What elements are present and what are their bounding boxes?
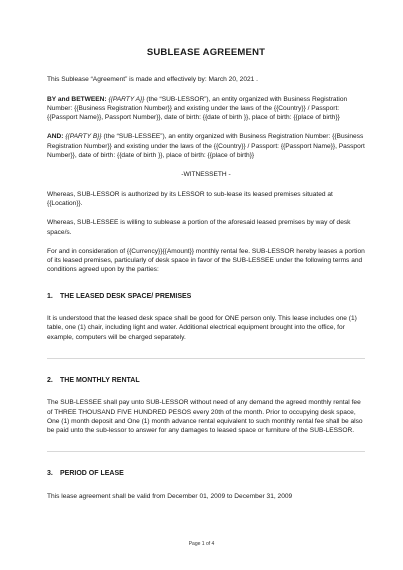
whereas-paragraph-1: Whereas, SUB-LESSOR is authorized by its LESSOR to sub-lease its leased premises situated at {{Location}}. <box>47 190 333 207</box>
section-3-body: This lease agreement shall be valid from December 01, 2009 to December 31, 2009 <box>47 492 293 500</box>
document-title: SUBLEASE AGREEMENT <box>146 47 266 58</box>
document-body <box>47 48 365 511</box>
section-3-number: 3. <box>47 470 53 478</box>
page-number: Page 1 of 4 <box>188 541 215 547</box>
intro-text: This Sublease “Agreement” is made and effectively by: <box>47 76 209 84</box>
section-2-body: The SUB-LESSEE shall pay unto SUB-LESSOR without need of any demand the agreed monthly rental fee of THREE THOUSAND FIVE HUNDRED PESOS every 20th of the month. Prior to occupying desk space, One (1) month deposit and One (1) month advance rental equivalent to such monthly rental fee shall be also be paid unto the sub-lessor to answer for any damages to leased space or furniture of the SUB-LESSOR. <box>47 399 363 435</box>
party-b-paragraph <box>47 132 365 160</box>
section-2-heading <box>47 376 365 385</box>
section-2-number: 2. <box>47 376 53 384</box>
party-a-placeholder: {{PARTY A}} <box>108 95 145 103</box>
section-1-title: THE LEASED DESK SPACE/ PREMISES <box>60 292 192 300</box>
party-b-label: AND: <box>47 133 64 141</box>
witnesseth-heading: -WITNESSETH - <box>181 171 231 179</box>
section-3-title: PERIOD OF LEASE <box>60 470 124 478</box>
consideration-paragraph: For and in consideration of {{Currency}}{{Amount}} monthly rental fee. SUB-LESSOR hereby leases a portion of its leased premises, particularly of desk space in favor of the SUB-LESSEE under the following terms and conditions agreed upon by the parties: <box>47 247 365 274</box>
party-b-text: (the “SUB-LESSEE”), an entity organized with Business Registration Number: {{Business Registration Number}} and existing under the laws of the {{Country}} / Passport: {{Passport Name}}, Passport Number}}, date of birth: {{date of birth }}, place of birth: {{place of birth}} <box>47 133 365 160</box>
party-a-text: (the “SUB-LESSOR”), an entity organized with Business Registration Number: {{Business Registration Number}} and existing under the laws of the {{Country}} / Passport: {{Passport Name}}, Passport Number}}, date of birth: {{date of birth }}, place of birth: {{place of birth}} <box>47 95 348 122</box>
intro-date: March 20, 2021 <box>208 76 255 84</box>
section-divider <box>47 451 365 452</box>
whereas-paragraph-2: Whereas, SUB-LESSEE is willing to sublease a portion of the aforesaid leased premises by way of desk space/s. <box>47 219 351 236</box>
section-3-heading <box>47 469 365 478</box>
party-a-paragraph <box>47 95 365 123</box>
section-1-body: It is understood that the leased desk space shall be good for ONE person only. This lease includes one (1) table, one (1) chair, including light and water. Additional electrical equipment brought into the office, for example, computers will be charged separately. <box>47 315 357 341</box>
section-1-heading <box>47 292 365 301</box>
party-b-placeholder: {{PARTY B}} <box>65 133 102 141</box>
section-2-title: THE MONTHLY RENTAL <box>60 376 140 384</box>
intro-paragraph <box>47 75 365 84</box>
intro-suffix: . <box>254 76 259 84</box>
section-divider <box>47 358 365 359</box>
party-a-label: BY and BETWEEN: <box>47 95 107 103</box>
section-1-number: 1. <box>47 292 53 300</box>
